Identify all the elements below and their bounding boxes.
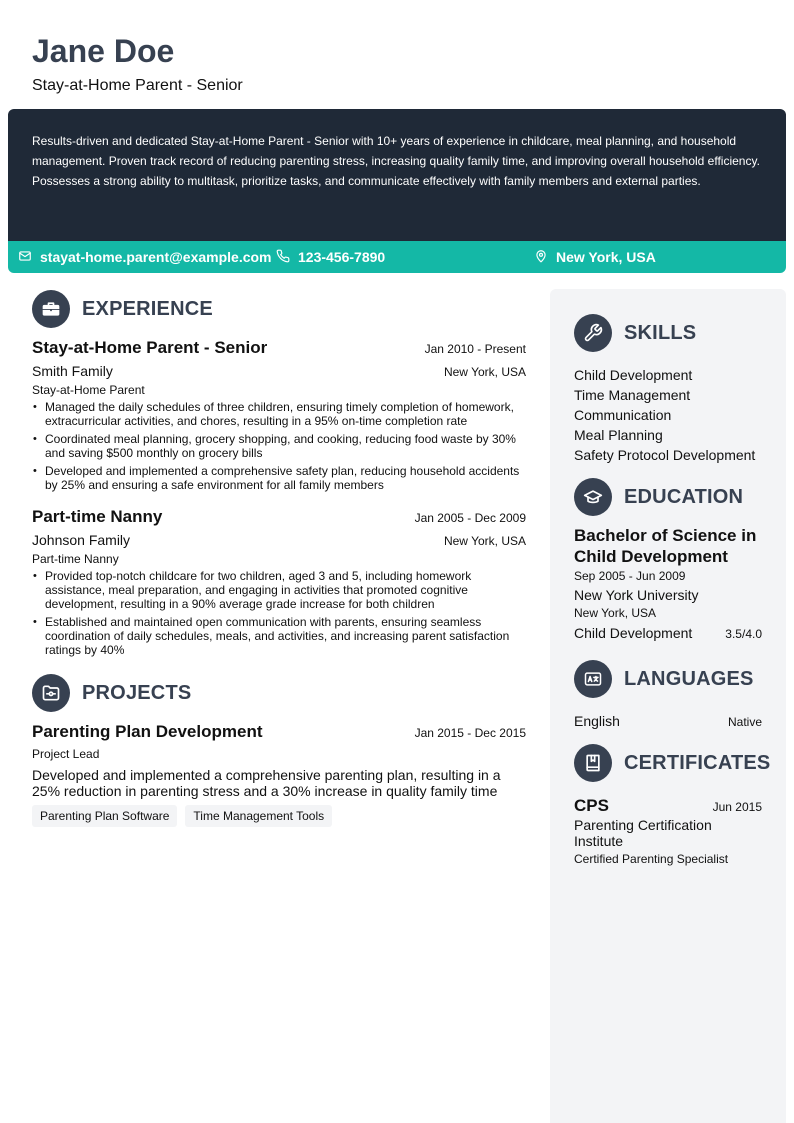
project-tag: Parenting Plan Software bbox=[32, 805, 177, 827]
education-gpa: 3.5/4.0 bbox=[725, 627, 762, 641]
education-field: Child Development bbox=[574, 625, 693, 641]
sidebar bbox=[550, 289, 786, 1123]
wrench-icon bbox=[574, 314, 612, 352]
project-date: Jan 2015 - Dec 2015 bbox=[414, 726, 526, 740]
phone-text[interactable]: 123-456-7890 bbox=[298, 249, 386, 265]
job-bullets bbox=[32, 569, 526, 657]
experience-heading: EXPERIENCE bbox=[82, 297, 213, 320]
bullet-item: • Established and maintained open communication with parents, ensuring seamless coordination of daily schedules, meals, and activities, and increasing parent satisfaction ratings by 40% bbox=[32, 615, 526, 657]
project-tag: Time Management Tools bbox=[185, 805, 332, 827]
education-location: New York, USA bbox=[574, 606, 657, 620]
skill-item: Time Management bbox=[574, 387, 691, 403]
projects-section-header bbox=[32, 673, 526, 713]
contact-phone[interactable] bbox=[276, 241, 385, 273]
education-degree: Bachelor of Science in Child Development bbox=[574, 526, 757, 566]
email-text[interactable]: stayat-home.parent@example.com bbox=[40, 249, 272, 265]
project-item bbox=[32, 721, 526, 827]
job-company: Johnson Family bbox=[32, 532, 131, 548]
job-date: Jan 2005 - Dec 2009 bbox=[414, 511, 526, 525]
main-column bbox=[32, 289, 526, 827]
location-text: New York, USA bbox=[556, 249, 656, 265]
book-bookmark-icon bbox=[574, 744, 612, 782]
project-tags bbox=[32, 805, 526, 827]
mail-icon bbox=[18, 249, 32, 266]
contact-email[interactable] bbox=[18, 241, 272, 273]
bullet-item: • Coordinated meal planning, grocery shopping, and cooking, reducing food waste by 30% and saving $500 monthly on grocery bills bbox=[32, 432, 526, 460]
project-role: Project Lead bbox=[32, 747, 100, 761]
graduation-cap-icon bbox=[574, 478, 612, 516]
language-level: Native bbox=[727, 715, 762, 729]
experience-section-header bbox=[32, 289, 526, 329]
job-role: Part-time Nanny bbox=[32, 552, 119, 566]
job-location: New York, USA bbox=[443, 365, 526, 379]
language-item bbox=[574, 711, 762, 731]
project-description: Developed and implemented a comprehensive parenting plan, resulting in a 25% reduction in parenting stress and a 30% increase in quality family time bbox=[32, 767, 501, 799]
experience-item bbox=[32, 337, 526, 492]
translate-icon bbox=[574, 660, 612, 698]
skill-item: Communication bbox=[574, 407, 672, 423]
certificate-name: CPS bbox=[574, 796, 609, 815]
resume-header bbox=[32, 32, 762, 96]
skill-item: Child Development bbox=[574, 367, 693, 383]
contact-location bbox=[534, 241, 656, 273]
job-role: Stay-at-Home Parent bbox=[32, 383, 145, 397]
education-school: New York University bbox=[574, 587, 699, 603]
certificate-item bbox=[574, 795, 762, 868]
contact-bar bbox=[8, 241, 786, 273]
map-pin-icon bbox=[534, 249, 548, 266]
certificate-date: Jun 2015 bbox=[712, 800, 762, 814]
skills-list bbox=[574, 365, 762, 465]
briefcase-icon bbox=[32, 290, 70, 328]
job-company: Smith Family bbox=[32, 363, 113, 379]
candidate-name: Jane Doe bbox=[32, 33, 175, 69]
job-title: Part-time Nanny bbox=[32, 507, 163, 526]
job-date: Jan 2010 - Present bbox=[424, 342, 526, 356]
candidate-title: Stay-at-Home Parent - Senior bbox=[32, 77, 243, 94]
education-section-header bbox=[574, 477, 762, 517]
language-name: English bbox=[574, 713, 620, 729]
bullet-item: • Managed the daily schedules of three children, ensuring timely completion of homework, extracurricular activities, and chores, resulting in a 95% on-time completion rate bbox=[32, 400, 526, 428]
certificates-heading: CERTIFICATES bbox=[624, 751, 771, 774]
job-bullets bbox=[32, 400, 526, 492]
skill-item: Meal Planning bbox=[574, 427, 663, 443]
certificates-section-header bbox=[574, 743, 771, 783]
certificate-issuer: Parenting Certification Institute bbox=[574, 817, 712, 849]
folder-icon bbox=[32, 674, 70, 712]
education-heading: EDUCATION bbox=[624, 485, 744, 508]
bullet-item: • Developed and implemented a comprehensive safety plan, reducing household accidents by 25% and ensuring a safe environment for all family members bbox=[32, 464, 526, 492]
bullet-item: • Provided top-notch childcare for two children, aged 3 and 5, including homework assistance, meal preparation, and engaging in activities that promoted cognitive development, resulting in a 90% average grade increase for both children bbox=[32, 569, 526, 611]
experience-item bbox=[32, 506, 526, 657]
summary-block bbox=[8, 109, 786, 241]
projects-heading: PROJECTS bbox=[82, 681, 192, 704]
phone-icon bbox=[276, 249, 290, 266]
job-location: New York, USA bbox=[443, 534, 526, 548]
job-title: Stay-at-Home Parent - Senior bbox=[32, 338, 268, 357]
education-date: Sep 2005 - Jun 2009 bbox=[574, 569, 686, 583]
skill-item: Safety Protocol Development bbox=[574, 447, 756, 463]
skills-heading: SKILLS bbox=[624, 321, 697, 344]
summary-text: Results-driven and dedicated Stay-at-Home Parent - Senior with 10+ years of experience in childcare, meal planning, and household management. Proven track record of reducing parenting stress, increasing quality family time, and improving overall household efficiency. Possesses a strong ability to multitask, prioritize tasks, and communicate effectively with family members and external parties. bbox=[32, 134, 760, 188]
languages-heading: LANGUAGES bbox=[624, 667, 754, 690]
skills-section-header bbox=[574, 313, 762, 353]
certificate-title: Certified Parenting Specialist bbox=[574, 852, 729, 866]
education-item bbox=[574, 525, 762, 643]
project-title: Parenting Plan Development bbox=[32, 722, 263, 741]
languages-section-header bbox=[574, 659, 762, 699]
